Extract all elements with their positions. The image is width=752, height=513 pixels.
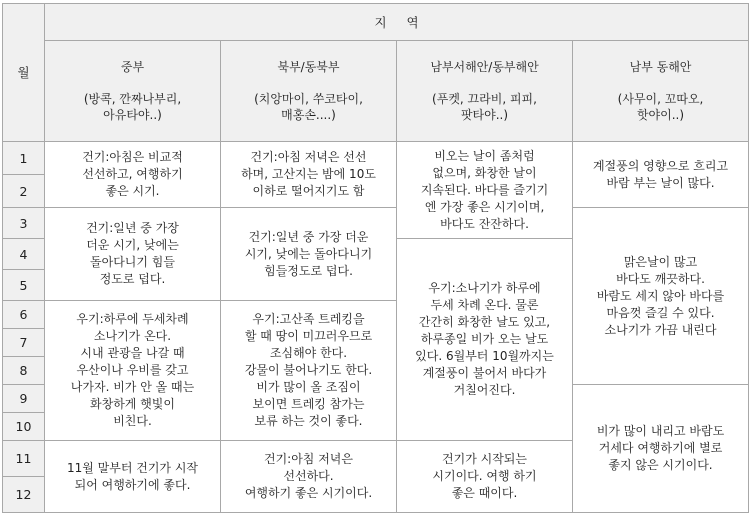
month-cell: 4 — [3, 239, 45, 270]
month-header: 월 — [3, 4, 45, 142]
month-cell: 1 — [3, 142, 45, 175]
month-cell: 6 — [3, 301, 45, 329]
central-cell-jan-feb: 건기:아침은 비교적 선선하고, 여행하기 좋은 시기. — [45, 142, 221, 208]
central-cell-mar-may: 건기:일년 중 가장 더운 시기, 낮에는 돌아다니기 힘들 정도로 덥다. — [45, 208, 221, 301]
region-header: 지 역 — [45, 4, 749, 41]
month-cell: 11 — [3, 441, 45, 477]
region-central-name: 중부 — [120, 60, 145, 74]
southeast-cell-mar-aug: 맑은날이 많고 바다도 깨끗하다. 바람도 세지 않아 바다를 마음껏 즐길 수 있다. 소나기가 가끔 내린다 — [573, 208, 749, 385]
north-cell-nov-dec: 건기:아침 저녁은 선선하다. 여행하기 좋은 시기이다. — [221, 441, 397, 513]
region-central — [45, 41, 221, 142]
southwest-cell-apr-oct: 우기:소나기가 하루에 두세 차례 온다. 물론 간간히 화창한 날도 있고, 하루종일 비가 오는 날도 있다. 6월부터 10월까지는 계절풍이 불어서 바다가 거칠어진다. — [397, 239, 573, 441]
month-cell: 5 — [3, 270, 45, 301]
north-cell-mar-may: 건기:일년 중 가장 더운 시기, 낮에는 돌아다니기 힘들정도로 덥다. — [221, 208, 397, 301]
region-north — [221, 41, 397, 142]
region-north-sub: (치앙마이, 쑤코타이, 매홍손....) — [254, 92, 363, 122]
north-cell-jan-feb: 건기:아침 저녁은 선선 하며, 고산지는 밤에 10도 이하로 떨어지기도 함 — [221, 142, 397, 208]
north-cell-jun-oct: 우기:고산족 트레킹을 할 때 땅이 미끄러우므로 조심해야 한다. 강물이 불어나기도 한다. 비가 많이 올 조짐이 보이면 트레킹 참가는 보류 하는 것이 좋다. — [221, 301, 397, 441]
month-cell: 3 — [3, 208, 45, 239]
region-southwest-sub: (푸켓, 끄라비, 피피, 팟타야..) — [432, 92, 537, 122]
central-cell-jun-oct: 우기:하루에 두세차례 소나기가 온다. 시내 관광을 나갈 때 우산이나 우비를 갖고 나가자. 비가 안 올 때는 화창하게 햇빛이 비친다. — [45, 301, 221, 441]
southeast-cell-sep-dec: 비가 많이 내리고 바람도 거세다 여행하기에 별로 좋지 않은 시기이다. — [573, 385, 749, 513]
southwest-cell-jan-mar: 비오는 날이 좀처럼 없으며, 화창한 날이 지속된다. 바다를 즐기기 엔 가장 좋은 시기이며, 바다도 잔잔하다. — [397, 142, 573, 239]
month-cell: 7 — [3, 329, 45, 357]
month-cell: 8 — [3, 357, 45, 385]
region-central-sub: (방콕, 깐짜나부리, 아유타야..) — [83, 92, 182, 122]
region-north-name: 북부/동북부 — [277, 60, 340, 74]
region-southwest — [397, 41, 573, 142]
southwest-cell-nov-dec: 건기가 시작되는 시기이다. 여행 하기 좋은 때이다. — [397, 441, 573, 513]
climate-table — [2, 3, 749, 513]
month-cell: 2 — [3, 175, 45, 208]
month-cell: 12 — [3, 477, 45, 513]
southeast-cell-jan-feb: 계절풍의 영향으로 흐리고 바람 부는 날이 많다. — [573, 142, 749, 208]
region-southeast-sub: (사무이, 꼬따오, 핫야이..) — [617, 92, 704, 122]
region-southeast-name: 남부 동해안 — [629, 60, 692, 74]
region-southeast — [573, 41, 749, 142]
region-southwest-name: 남부서해안/동부해안 — [430, 60, 539, 74]
month-cell: 9 — [3, 385, 45, 413]
central-cell-nov-dec: 11월 말부터 건기가 시작 되어 여행하기에 좋다. — [45, 441, 221, 513]
month-cell: 10 — [3, 413, 45, 441]
